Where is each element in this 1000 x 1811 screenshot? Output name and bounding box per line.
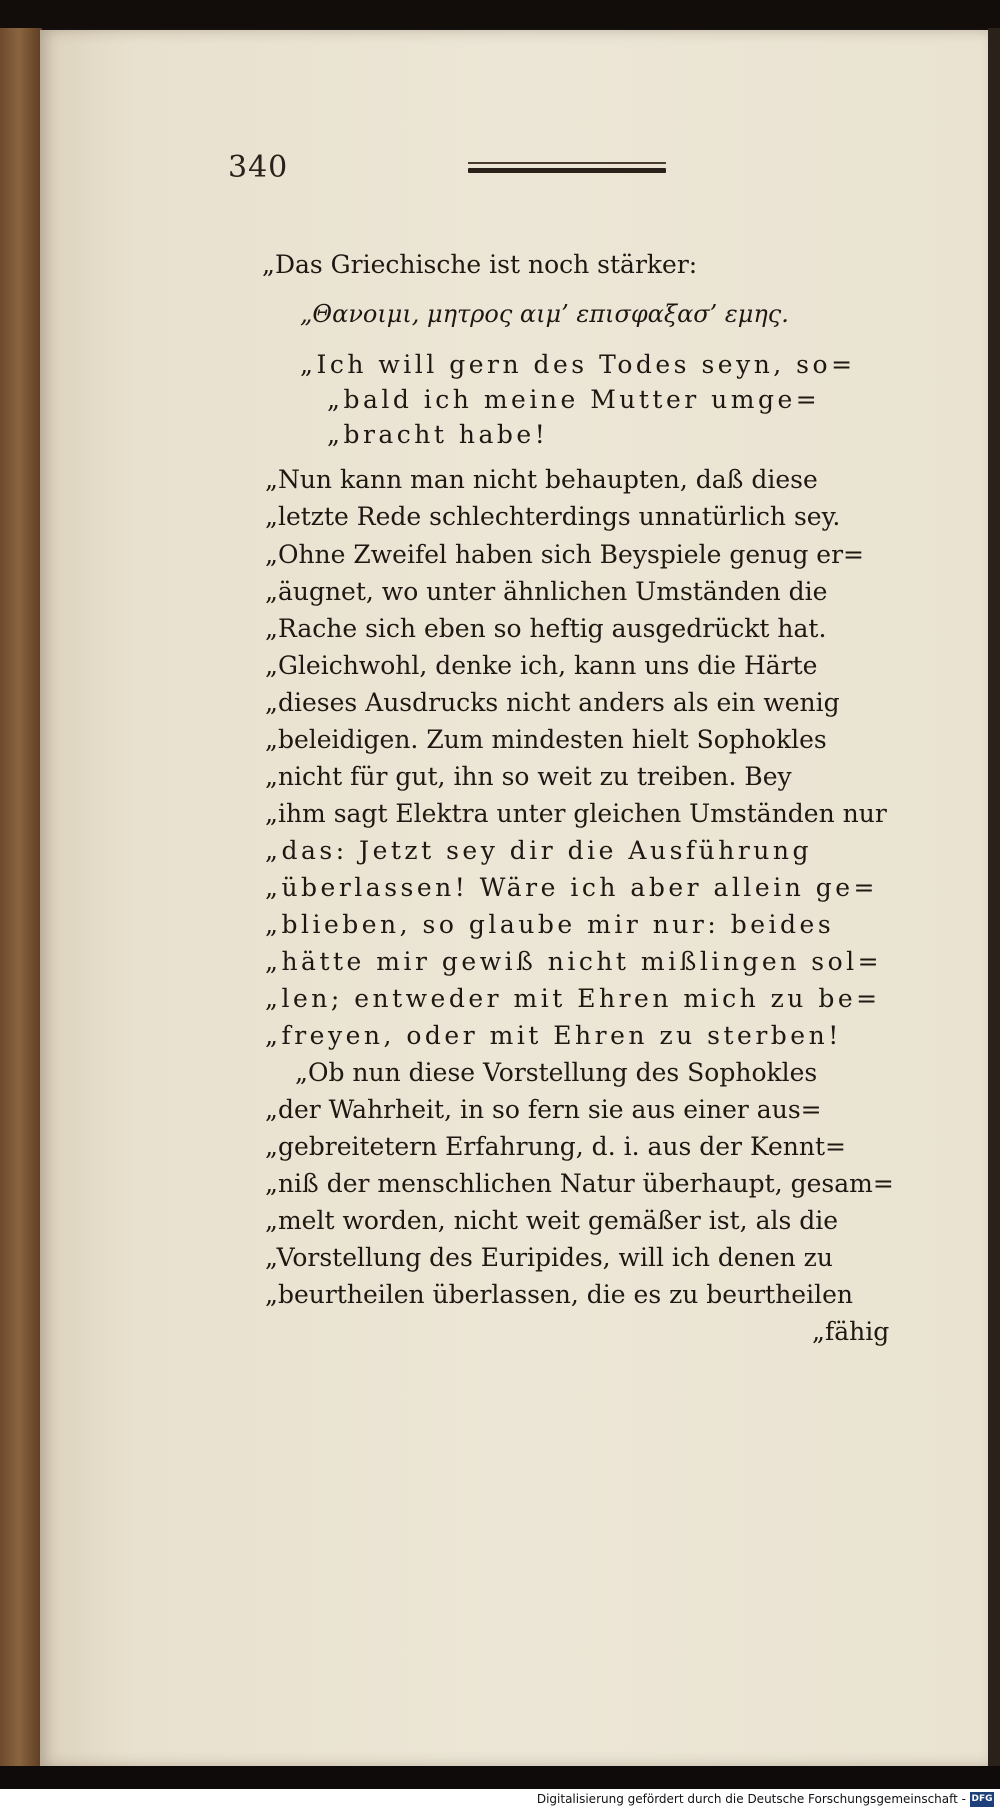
header-rule	[468, 168, 666, 173]
text-line: „freyen, oder mit Ehren zu sterben!	[265, 1021, 842, 1050]
footer-credit: Digitalisierung gefördert durch die Deutsche Forschungsgemeinschaft -	[536, 1792, 966, 1806]
text-line: „melt worden, nicht weit gemäßer ist, als die	[265, 1206, 839, 1235]
text-line: „hätte mir gewiß nicht mißlingen sol=	[265, 947, 883, 976]
book-bottom-edge	[0, 1766, 1000, 1789]
text-line: „dieses Ausdrucks nicht anders als ein wenig	[265, 688, 840, 717]
text-line: „Gleichwohl, denke ich, kann uns die Härte	[265, 651, 818, 680]
footer-bar	[0, 1789, 1000, 1811]
text-line: „bracht habe!	[327, 420, 549, 449]
catchword: „fähig	[812, 1317, 890, 1346]
text-line: „Das Griechische ist noch stärker:	[262, 250, 698, 279]
text-line: „Rache sich eben so heftig ausgedrückt hat.	[265, 614, 827, 643]
book-right-edge	[988, 28, 1000, 1768]
text-line: „bald ich meine Mutter umge=	[327, 385, 821, 414]
text-line: „Ohne Zweifel haben sich Beyspiele genug er=	[265, 540, 864, 569]
text-line: „nicht für gut, ihn so weit zu treiben. Bey	[265, 762, 792, 791]
text-line: „überlassen! Wäre ich aber allein ge=	[265, 873, 878, 902]
text-line: „das: Jetzt sey dir die Ausführung	[265, 836, 813, 865]
page-number: 340	[228, 150, 289, 185]
dfg-logo: DFG	[970, 1792, 994, 1807]
book-spine	[0, 28, 42, 1768]
text-line: „beurtheilen überlassen, die es zu beurtheilen	[265, 1280, 853, 1309]
text-line: „len; entweder mit Ehren mich zu be=	[265, 984, 881, 1013]
text-line: „ihm sagt Elektra unter gleichen Umständen nur	[265, 799, 887, 828]
text-line: „blieben, so glaube mir nur: beides	[265, 910, 835, 939]
text-line: „der Wahrheit, in so fern sie aus einer aus=	[265, 1095, 822, 1124]
text-line: „niß der menschlichen Natur überhaupt, gesam=	[265, 1169, 894, 1198]
text-line: „Ob nun diese Vorstellung des Sophokles	[295, 1058, 818, 1087]
text-line: „letzte Rede schlechterdings unnatürlich sey.	[265, 502, 841, 531]
text-line: „Nun kann man nicht behaupten, daß diese	[265, 465, 818, 494]
text-line: „äugnet, wo unter ähnlichen Umständen die	[265, 577, 828, 606]
text-line: „beleidigen. Zum mindesten hielt Sophokles	[265, 725, 827, 754]
text-line: „gebreitetern Erfahrung, d. i. aus der Kennt=	[265, 1132, 846, 1161]
text-line: „Ich will gern des Todes seyn, so=	[300, 350, 856, 379]
book-top-edge	[0, 0, 1000, 28]
text-line: „Vorstellung des Euripides, will ich denen zu	[265, 1243, 833, 1272]
greek-quote-line: „Θανοιμι, μητρος αιμ’ επισφαξασ’ εμης.	[300, 300, 789, 328]
